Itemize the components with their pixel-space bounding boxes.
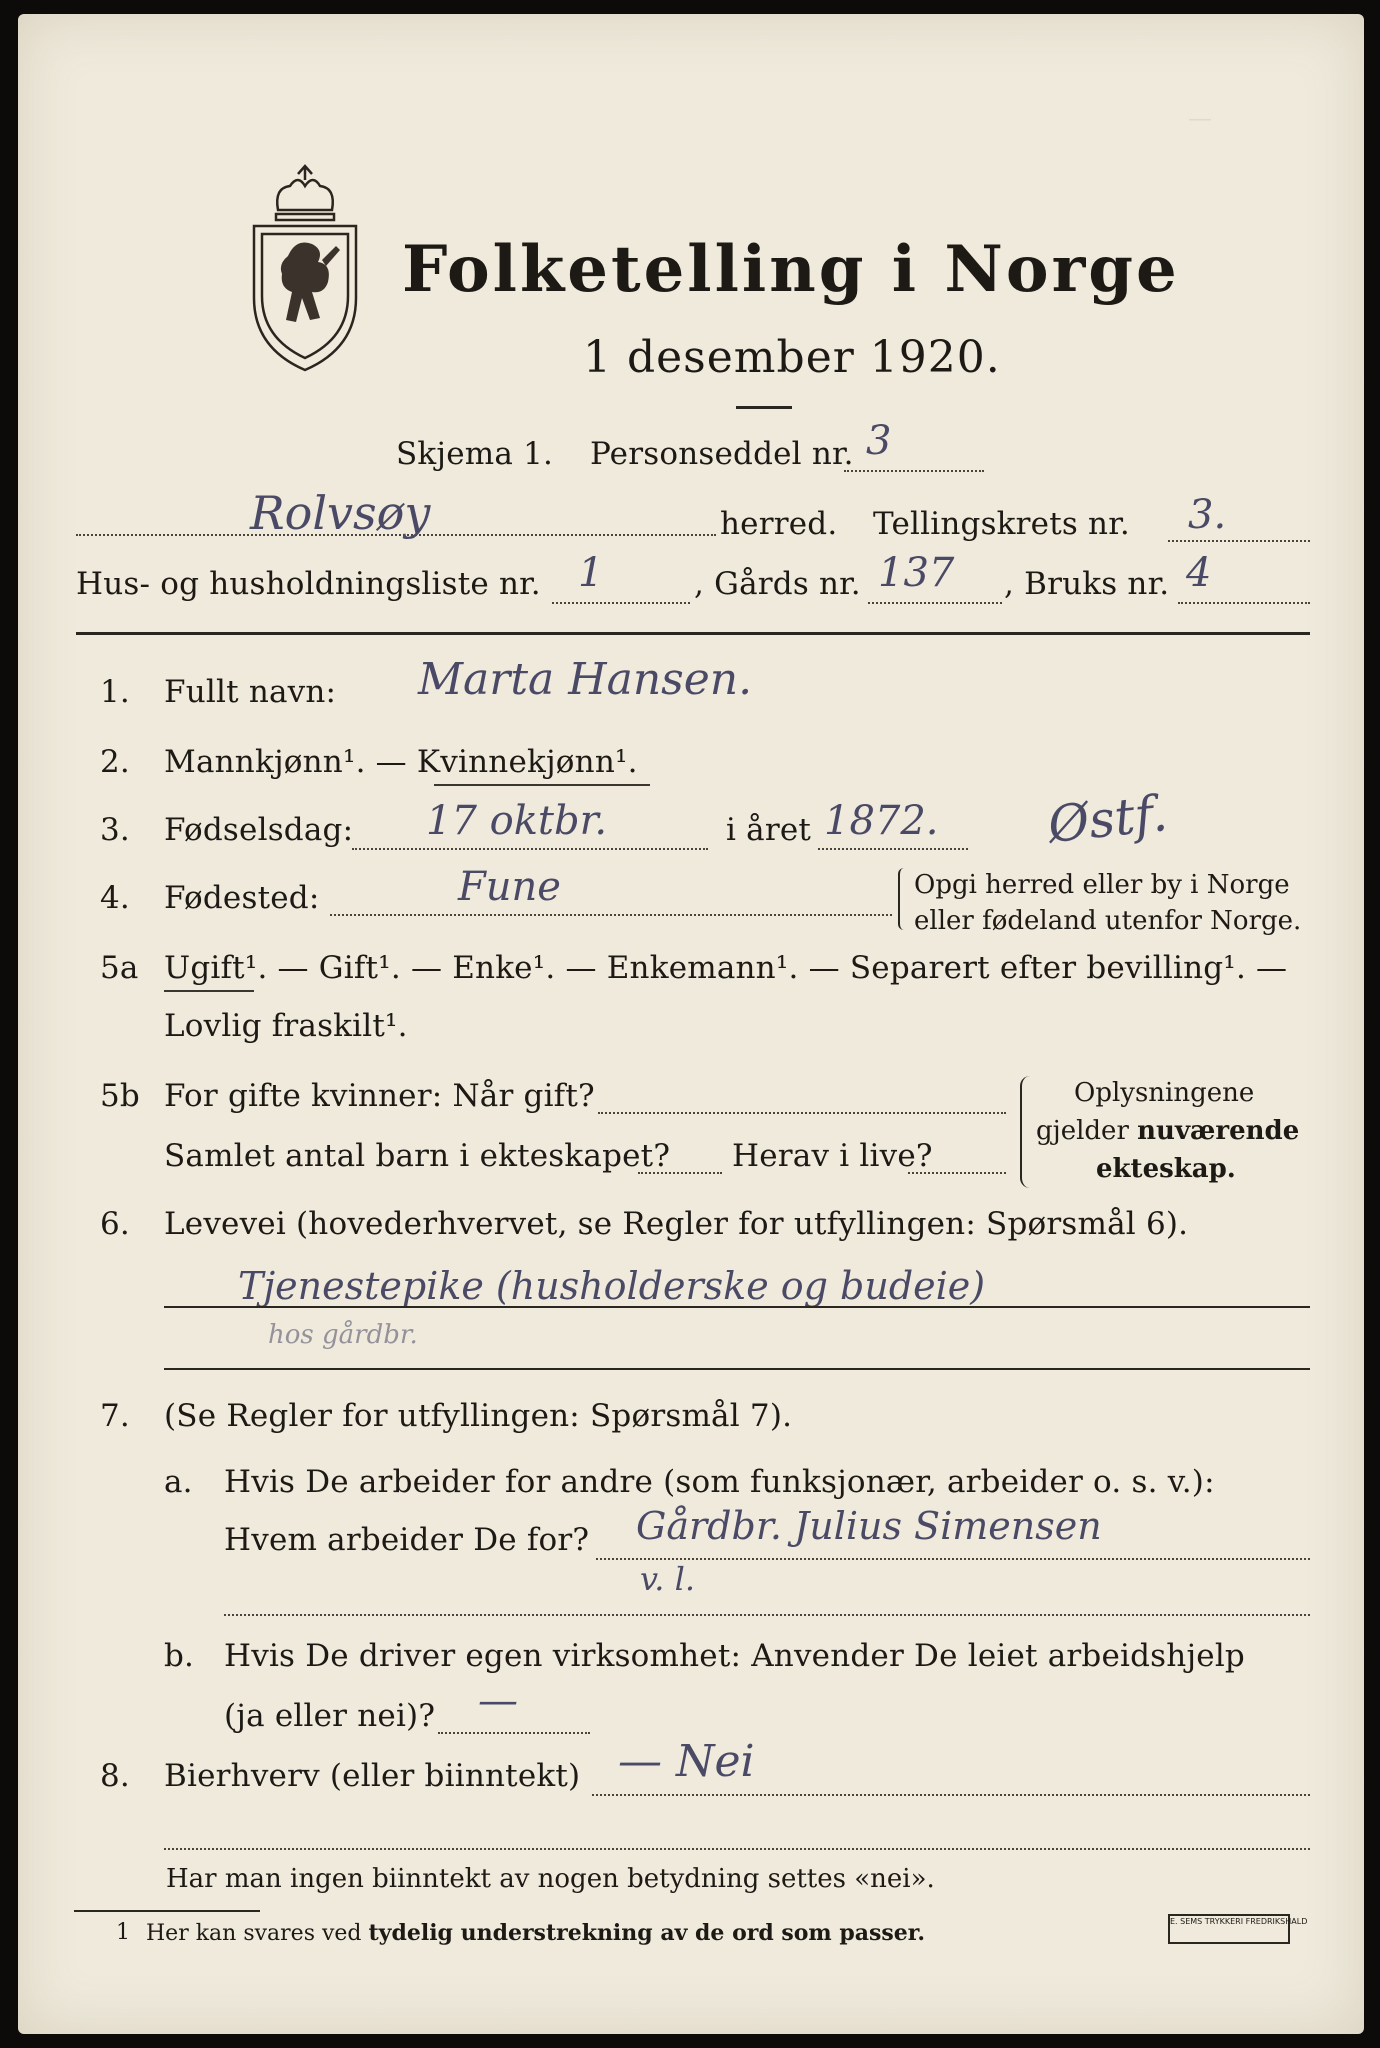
census-form-page [18,14,1364,2034]
employer-line [596,1558,1310,1560]
q8-number: 8. [100,1758,130,1794]
form-title: Folketelling i Norge [402,232,1180,307]
marriage-note-bracket [1020,1076,1032,1188]
printer-stamp [1168,1914,1308,1944]
occupation-value: Tjenestepike (husholderske og budeie) [238,1264,986,1308]
husliste-label: Hus- og husholdningsliste nr. [76,566,541,602]
footnote-text-b: tydelig understrekning av de ord som passer. [368,1920,926,1946]
employer-line-2 [224,1614,1310,1616]
alive-label: Herav i live? [732,1138,933,1174]
marriage-note-line2a: gjelder [1036,1116,1138,1146]
income-note: Har man ingen biinntekt av nogen betydning settes «nei». [166,1864,935,1894]
personseddel-value: 3 [866,418,892,464]
footnote-text-a: Her kan svares ved [146,1921,369,1946]
tellingskrets-line [1168,540,1310,542]
husliste-value: 1 [578,550,604,596]
q3-label: Fødselsdag: [164,812,354,848]
occupation-line2 [164,1368,1310,1370]
employer-label: Hvem arbeider De for? [224,1522,590,1558]
gender-underline [434,784,650,786]
q1-number: 1. [100,674,130,710]
gards-value: 137 [878,550,955,596]
margin-note: Østf. [1045,783,1171,855]
q7-label: (Se Regler for utfyllingen: Spørsmål 7). [164,1398,793,1434]
gender-options: Mannkjønn¹. — Kvinnekjønn¹. [164,744,638,780]
marital-options-line2: Lovlig fraskilt¹. [164,1008,408,1044]
q5b-number: 5b [100,1078,140,1114]
married-when-label: For gifte kvinner: Når gift? [164,1078,595,1114]
title-divider [736,406,792,409]
header-separator [76,632,1310,635]
hired-help-line [438,1732,590,1734]
full-name-value: Marta Hansen. [418,654,753,705]
q7a-question: Hvis De arbeider for andre (som funksjonær, arbeider o. s. v.): [224,1464,1215,1500]
secondary-income-label: Bierhverv (eller biinntekt) [164,1758,581,1794]
employer-value-2: v. l. [640,1560,696,1598]
children-line [638,1172,722,1174]
birthplace-note-line1: Opgi herred eller by i Norge [914,870,1290,900]
hired-help-value: — [478,1678,518,1724]
coat-of-arms-icon [240,164,370,374]
birthplace-bracket [898,868,906,930]
birthplace-line [330,914,892,916]
birthdate-value: 17 oktbr. [426,798,608,844]
q4-number: 4. [100,880,130,916]
marriage-note-line2b: nuværende [1137,1116,1300,1146]
personseddel-label: Personseddel nr. [590,436,854,472]
birthplace-note-line2: eller fødeland utenfor Norge. [914,906,1302,936]
herred-label: herred. [720,506,838,542]
q7b-label: b. [164,1638,195,1674]
birthyear-line [818,848,968,850]
gards-label: , Gårds nr. [694,566,861,602]
marriage-note-line3: ekteskap. [1096,1154,1236,1184]
birthyear-label: i året [726,812,812,848]
footnote-rule [74,1910,260,1912]
bruks-line [1178,602,1310,604]
birthdate-line [352,848,708,850]
q1-label: Fullt navn: [164,674,337,710]
schema-label: Skjema 1. [396,436,554,472]
q7-number: 7. [100,1398,130,1434]
birthyear-value: 1872. [824,798,939,844]
tellingskrets-value: 3. [1188,492,1227,538]
bruks-label: , Bruks nr. [1004,566,1170,602]
occupation-value-2: hos gårdbr. [268,1320,418,1350]
husliste-line [552,602,690,604]
secondary-income-line [592,1794,1310,1796]
bruks-value: 4 [1186,550,1212,596]
bleed-through-text: — [1188,104,1212,132]
marriage-note-line1: Oplysningene [1074,1078,1255,1108]
q3-number: 3. [100,812,130,848]
q7b-question: Hvis De driver egen virksomhet: Anvender De leiet arbeidshjelp [224,1638,1245,1674]
birthplace-value: Fune [458,864,561,910]
q4-label: Fødested: [164,880,320,916]
tellingskrets-label: Tellingskrets nr. [873,506,1130,542]
hired-help-label: (ja eller nei)? [224,1698,436,1734]
alive-line [908,1172,1006,1174]
q5a-number: 5a [100,950,139,986]
secondary-income-value: — Nei [618,1736,755,1787]
secondary-income-line-2 [164,1848,1310,1850]
personseddel-line [844,470,984,472]
marital-underline [164,990,254,992]
q6-number: 6. [100,1206,130,1242]
gards-line [868,602,1002,604]
census-date: 1 desember 1920. [583,332,1001,383]
q7a-label: a. [164,1464,193,1500]
footnote-marker: 1 [116,1920,130,1945]
occupation-line1 [164,1306,1310,1308]
children-label: Samlet antal barn i ekteskapet? [164,1138,671,1174]
marital-options-line1: Ugift¹. — Gift¹. — Enke¹. — Enkemann¹. — Separert efter bevilling¹. — [164,950,1288,986]
employer-value: Gårdbr. Julius Simensen [636,1504,1102,1548]
married-when-line [598,1112,1006,1114]
occupation-label: Levevei (hovederhvervet, se Regler for utfyllingen: Spørsmål 6). [164,1206,1189,1242]
q2-number: 2. [100,744,130,780]
herred-value: Rolvsøy [250,486,431,540]
printer-stamp-text: E. SEMS TRYKKERI FREDRIKSHALD [1170,1917,1308,1926]
